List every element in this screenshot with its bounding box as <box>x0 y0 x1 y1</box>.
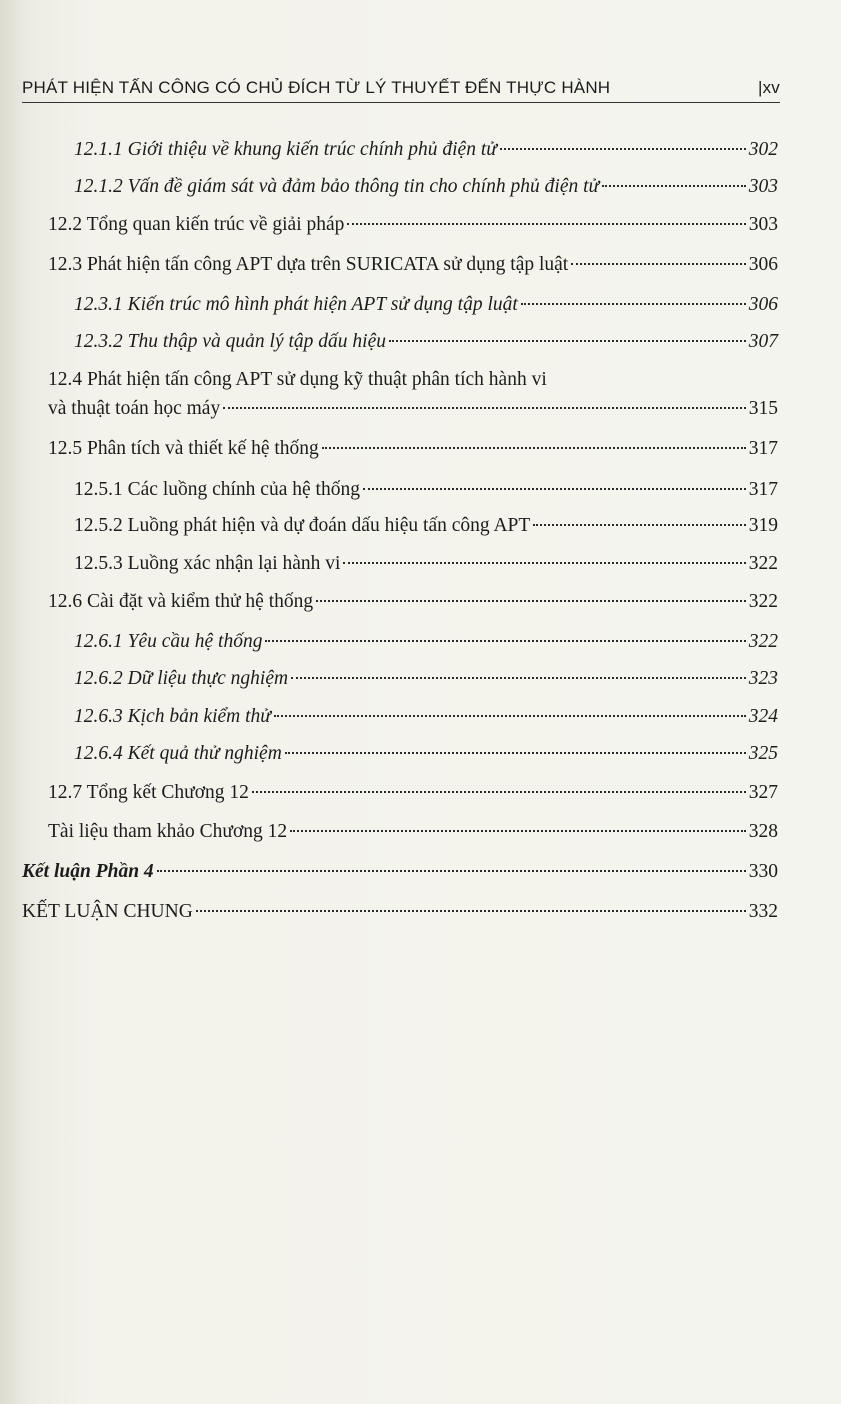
toc-entry-page: 325 <box>748 743 778 764</box>
running-header <box>22 76 780 103</box>
toc-entry-page: 302 <box>748 139 778 160</box>
toc-entry-title-continued: và thuật toán học máy <box>48 398 221 419</box>
toc-entry <box>48 213 778 237</box>
toc-entry <box>74 742 778 766</box>
toc-entry <box>22 860 778 884</box>
toc-entry-title: 12.1.1 Giới thiệu về khung kiến trúc chính phủ điện tử <box>74 139 497 160</box>
toc-entry-title: 12.4 Phát hiện tấn công APT sử dụng kỹ thuật phân tích hành vi <box>48 369 547 390</box>
toc-entry-title: 12.3 Phát hiện tấn công APT dựa trên SURICATA sử dụng tập luật <box>48 254 569 275</box>
toc-entry <box>48 820 778 844</box>
toc-entry-title: 12.2 Tổng quan kiến trúc về giải pháp <box>48 214 345 235</box>
toc-entry <box>74 514 778 538</box>
toc-entry <box>74 667 778 691</box>
toc-entry-page: 317 <box>748 438 778 459</box>
toc-entry <box>74 293 778 317</box>
toc-entry-page: 327 <box>748 782 778 803</box>
toc-entry-page: 324 <box>748 706 778 727</box>
toc-entry-page: 303 <box>748 176 778 197</box>
toc-entry-page: 306 <box>748 254 778 275</box>
toc-entry <box>48 253 778 277</box>
toc-entry-title: 12.6 Cài đặt và kiểm thử hệ thống <box>48 591 314 612</box>
toc-entry-title: 12.5.2 Luồng phát hiện và dự đoán dấu hiệu tấn công APT <box>74 515 531 536</box>
toc-entry-page: 303 <box>748 214 778 235</box>
toc-entry-page: 330 <box>748 861 778 882</box>
toc-entry <box>74 175 778 199</box>
header-title: PHÁT HIỆN TẤN CÔNG CÓ CHỦ ĐÍCH TỪ LÝ THUYẾT ĐẾN THỰC HÀNH <box>22 78 611 97</box>
toc-entry-page: 322 <box>748 553 778 574</box>
toc-entry <box>74 705 778 729</box>
toc-entry <box>74 478 778 502</box>
toc-entry <box>74 138 778 162</box>
toc-entry-title: KẾT LUẬN CHUNG <box>22 901 193 922</box>
toc-entry-title: 12.6.2 Dữ liệu thực nghiệm <box>74 668 289 689</box>
toc-entry <box>74 630 778 654</box>
toc-entry-page: 322 <box>748 591 778 612</box>
toc-entry-page: 315 <box>748 398 778 419</box>
toc-entry <box>48 397 778 421</box>
toc-entry-page: 332 <box>748 901 778 922</box>
toc-entry <box>74 552 778 576</box>
header-page-number: |xv <box>757 78 780 97</box>
toc-entry-page: 322 <box>748 631 778 652</box>
toc-entry <box>74 330 778 354</box>
toc-entry-page: 307 <box>748 331 778 352</box>
toc-entry-page: 317 <box>748 479 778 500</box>
toc-entry-page: 306 <box>748 294 778 315</box>
toc-entry-title: 12.3.1 Kiến trúc mô hình phát hiện APT sử dụng tập luật <box>74 294 518 315</box>
toc-entry-page: 319 <box>748 515 778 536</box>
toc-entry-title: Kết luận Phần 4 <box>22 861 154 882</box>
toc-entry-title: Tài liệu tham khảo Chương 12 <box>48 821 288 842</box>
toc-entry-title: 12.6.4 Kết quả thử nghiệm <box>74 743 282 764</box>
toc-entry <box>48 590 778 614</box>
toc-entry-title: 12.7 Tổng kết Chương 12 <box>48 782 249 803</box>
toc-entry-title: 12.5.3 Luồng xác nhận lại hành vi <box>74 553 341 574</box>
toc-entry <box>48 437 778 461</box>
toc-entry-title: 12.5 Phân tích và thiết kế hệ thống <box>48 438 319 459</box>
toc-entry-title: 12.1.2 Vấn đề giám sát và đảm bảo thông tin cho chính phủ điện tử <box>74 176 600 197</box>
toc-entry-title: 12.5.1 Các luồng chính của hệ thống <box>74 479 360 500</box>
toc-entry-title: 12.6.3 Kịch bản kiểm thử <box>74 706 271 727</box>
toc-entry <box>48 781 778 805</box>
toc-entry <box>22 900 778 924</box>
toc-entry-page: 323 <box>748 668 778 689</box>
toc-entry-page: 328 <box>748 821 778 842</box>
toc-entry-title: 12.3.2 Thu thập và quản lý tập dấu hiệu <box>74 331 386 352</box>
toc-entry-title: 12.6.1 Yêu cầu hệ thống <box>74 631 263 652</box>
